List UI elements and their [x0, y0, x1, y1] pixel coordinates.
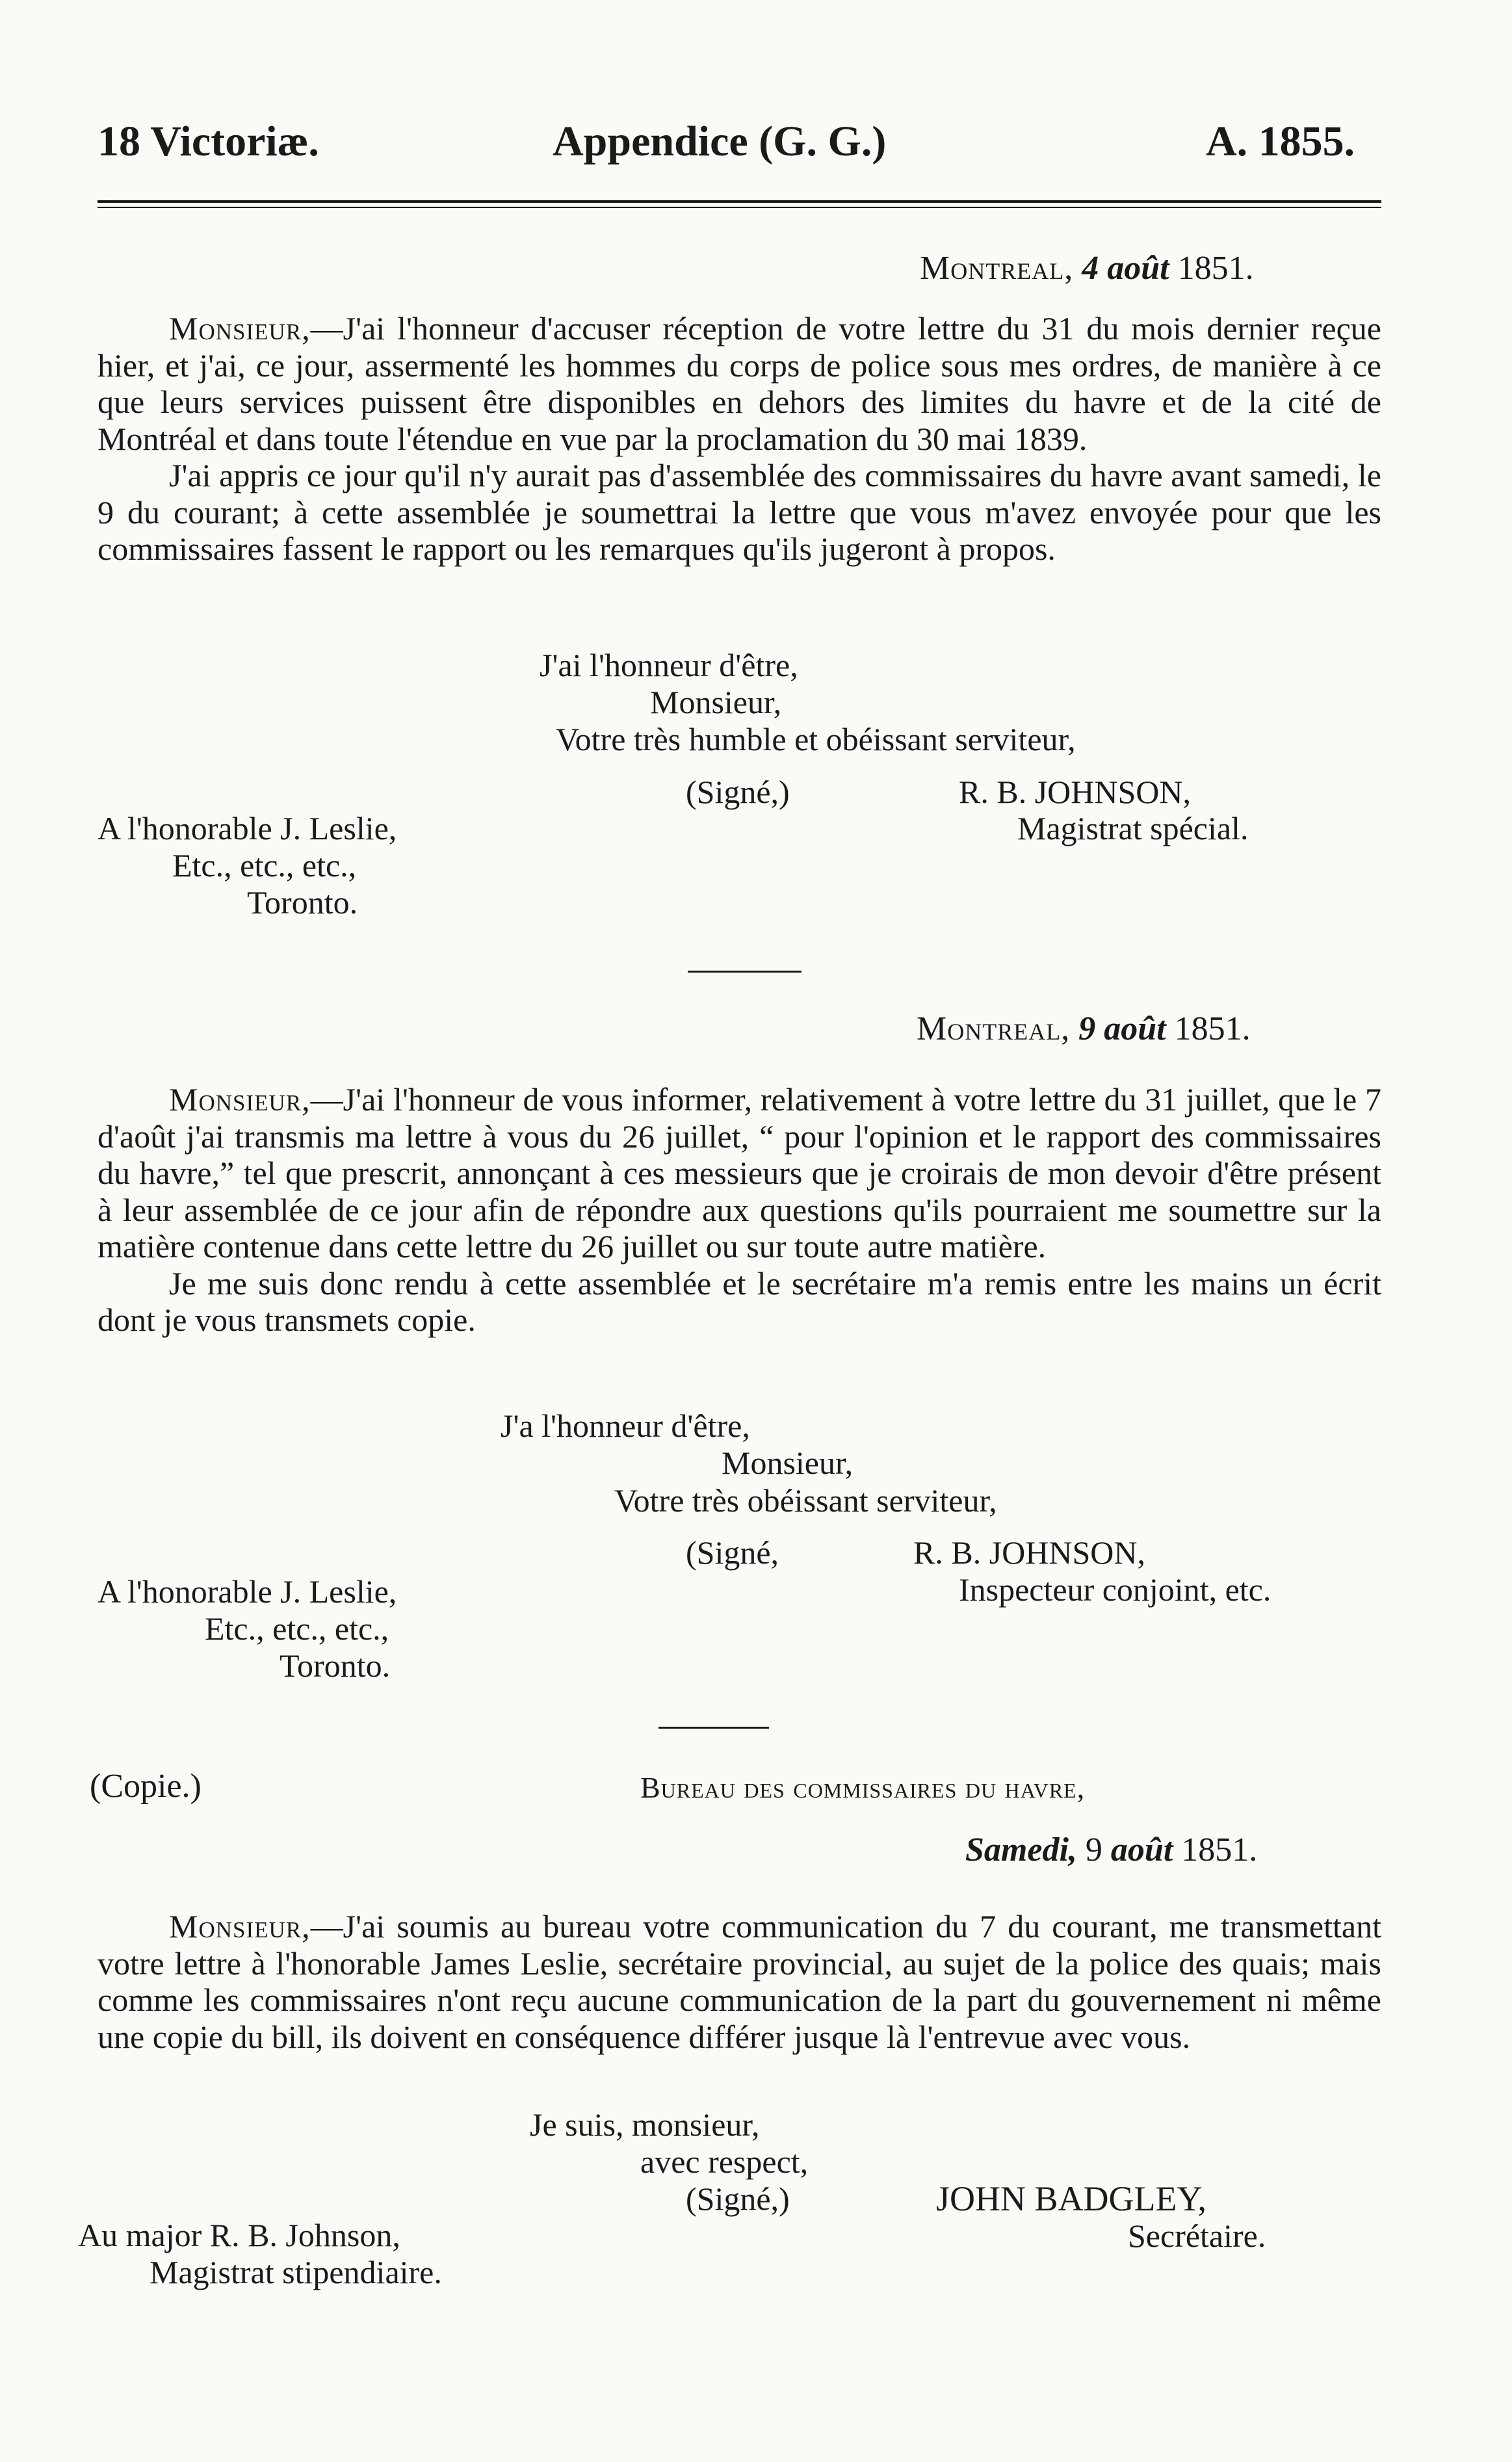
- letter3-salutation: Monsieur,: [169, 1908, 311, 1945]
- letter2-closing-2: Monsieur,: [722, 1445, 854, 1481]
- letter2-year: 1851.: [1174, 1010, 1251, 1047]
- header-left: 18 Victoriæ.: [98, 118, 319, 165]
- letter3-date-number: 9: [1085, 1831, 1102, 1868]
- letter2-signed: (Signé,: [686, 1534, 779, 1571]
- letter1-signer-title: Magistrat spécial.: [1017, 810, 1249, 846]
- separator-2: [658, 1727, 769, 1729]
- letter3-month: août: [1110, 1831, 1173, 1868]
- letter1-paragraph-2: J'ai appris ce jour qu'il n'y aurait pas d'assemblée des commissaires du havre avant samedi, le 9 du courant; à cette assemblée je soumettrai la lettre que vous m'avez envoyée pour que les commissaires fassent le rapport ou les remarques qu'ils jugeront à propos.: [98, 457, 1381, 567]
- letter1-addressee-1: A l'honorable J. Leslie,: [98, 810, 397, 846]
- letter1-para1-text: —J'ai l'honneur d'accuser réception de votre lettre du 31 du mois dernier reçue hier, et j'ai, ce jour, assermenté les hommes du corps de police sous mes ordres, de manière à ce que leurs services puissent être disponibles en dehors des limites du havre et de la cité de Montréal et dans toute l'étendue en vue par la proclamation du 30 mai 1839.: [98, 310, 1381, 457]
- header-rule-bottom: [98, 207, 1381, 208]
- letter3-addressee-1: Au major R. B. Johnson,: [78, 2217, 400, 2253]
- letter3-signer: JOHN BADGLEY,: [936, 2179, 1207, 2218]
- letter1-closing-2: Monsieur,: [650, 684, 782, 720]
- letter1-place: Montreal,: [920, 250, 1074, 287]
- letter1-body: [98, 310, 1381, 568]
- header-rule-top: [98, 200, 1381, 203]
- letter2-closing-3: Votre très obéissant serviteur,: [614, 1482, 997, 1519]
- office-heading: Bureau des commissaires du havre,: [640, 1771, 1086, 1804]
- letter2-dateline: [917, 1011, 1251, 1047]
- letter2-closing-1: J'a l'honneur d'être,: [501, 1408, 750, 1444]
- letter2-body: [98, 1081, 1381, 1339]
- letter3-day: Samedi,: [965, 1831, 1077, 1868]
- copy-label: (Copie.): [90, 1768, 202, 1805]
- letter1-closing-3: Votre très humble et obéissant serviteur,: [556, 721, 1076, 757]
- letter2-salutation: Monsieur,: [169, 1081, 311, 1118]
- letter2-paragraph-2: Je me suis donc rendu à cette assemblée et le secrétaire m'a remis entre les mains un écrit dont je vous transmets copie.: [98, 1264, 1381, 1338]
- letter3-signed: (Signé,): [686, 2180, 790, 2217]
- letter2-signer-title: Inspecteur conjoint, etc.: [959, 1571, 1271, 1608]
- letter1-addressee-2: Etc., etc., etc.,: [172, 847, 357, 884]
- letter2-date: 9 août: [1078, 1010, 1166, 1047]
- letter1-salutation: Monsieur,: [169, 310, 311, 347]
- letter3-closing-2: avec respect,: [640, 2143, 809, 2180]
- letter2-addressee-2: Etc., etc., etc.,: [205, 1610, 389, 1647]
- letter1-dateline: [920, 250, 1254, 287]
- letter3-addressee-2: Magistrat stipendiaire.: [150, 2254, 442, 2290]
- letter1-year: 1851.: [1177, 250, 1254, 287]
- letter2-para1-text: —J'ai l'honneur de vous informer, relativement à votre lettre du 31 juillet, que le 7 d'août j'ai transmis ma lettre à vous du 26 juillet, “ pour l'opinion et le rapport des commissaires du havre,” tel que prescrit, annonçant à ces messieurs que je croirais de mon devoir d'être présent à leur assemblée de ce jour afin de répondre aux questions qu'ils pourraient me soumettre sur la matière contenue dans cette lettre du 26 juillet ou sur toute autre matière.: [98, 1081, 1381, 1264]
- letter2-addressee-1: A l'honorable J. Leslie,: [98, 1573, 397, 1610]
- letter2-addressee-3: Toronto.: [280, 1647, 391, 1684]
- letter2-place: Montreal,: [917, 1010, 1071, 1047]
- header-right: A. 1855.: [1206, 118, 1355, 165]
- letter3-year: 1851.: [1181, 1831, 1258, 1868]
- letter1-signed: (Signé,): [686, 774, 790, 810]
- separator-1: [688, 971, 802, 973]
- letter1-date: 4 août: [1082, 250, 1169, 287]
- header-center: Appendice (G. G.): [553, 118, 887, 165]
- letter3-signer-title: Secrétaire.: [1128, 2218, 1266, 2254]
- letter3-closing-1: Je suis, monsieur,: [530, 2106, 760, 2143]
- letter3-dateline: [965, 1832, 1257, 1868]
- letter1-closing-1: J'ai l'honneur d'être,: [540, 647, 798, 683]
- letter3-paragraph-1: [98, 1908, 1381, 2055]
- letter1-addressee-3: Toronto.: [247, 884, 358, 921]
- letter2-paragraph-1: [98, 1081, 1381, 1265]
- letter1-paragraph-1: [98, 310, 1381, 457]
- letter1-signer: R. B. JOHNSON,: [959, 774, 1192, 810]
- letter2-signer: R. B. JOHNSON,: [913, 1534, 1146, 1571]
- letter3-body: [98, 1908, 1381, 2055]
- letter3-para1-text: —J'ai soumis au bureau votre communication du 7 du courant, me transmettant votre lettre à l'honorable James Leslie, secrétaire provincial, au sujet de la police des quais; mais comme les commissaires n'ont reçu aucune communication de la part du gouvernement ni même une copie du bill, ils doivent en conséquence différer jusque là l'entrevue avec vous.: [98, 1908, 1381, 2055]
